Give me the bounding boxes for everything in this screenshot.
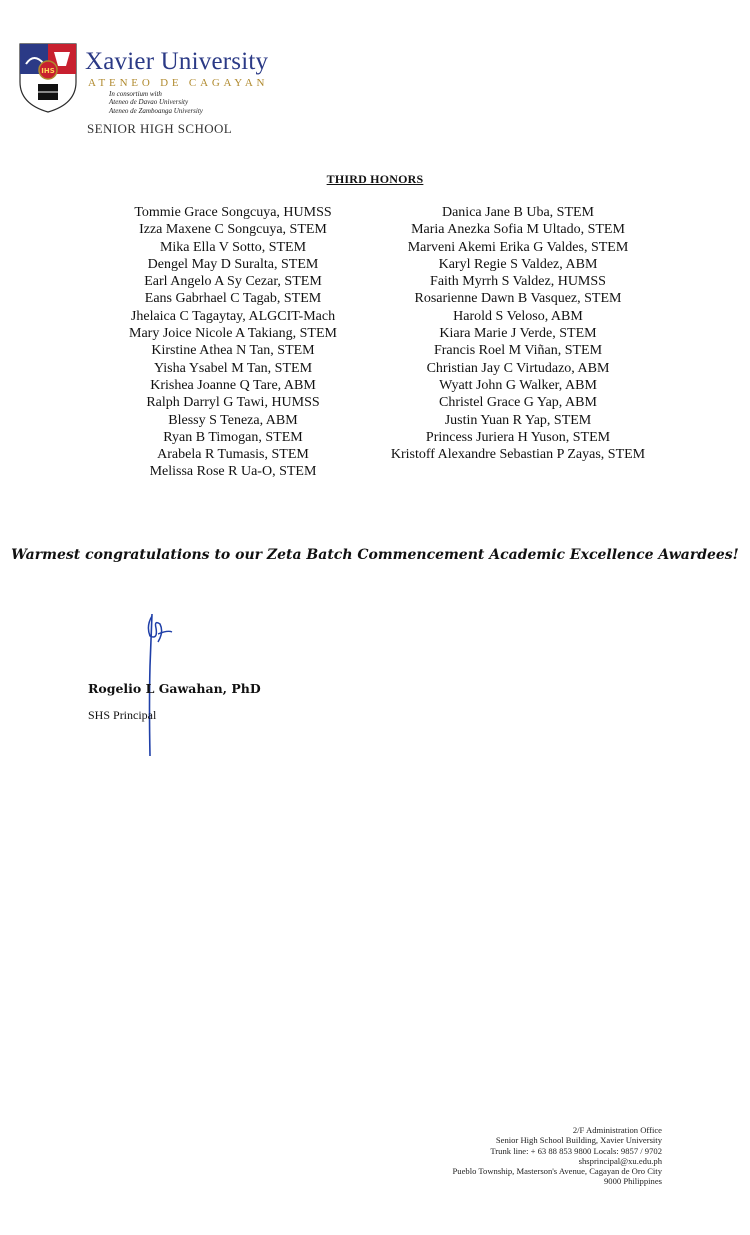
honoree: Rosarienne Dawn B Vasquez, STEM — [414, 291, 622, 307]
honoree: Arabela R Tumasis, STEM — [157, 447, 309, 463]
honoree: Izza Maxene C Songcuya, STEM — [139, 222, 327, 238]
honoree: Tommie Grace Songcuya, HUMSS — [134, 205, 332, 220]
university-subtitle: ATENEO DE CAGAYAN — [88, 77, 269, 89]
honorees-left-column — [102, 204, 364, 481]
svg-text:IHS: IHS — [41, 67, 55, 75]
honoree: Kristoff Alexandre Sebastian P Zayas, STEM — [390, 447, 646, 463]
honoree: Christel Grace G Yap, ABM — [439, 395, 597, 411]
consortium-line: Ateneo de Zamboanga University — [109, 106, 203, 115]
footer-address — [453, 1125, 662, 1187]
signatory-name: Rogelio L Gawahan, PhD — [88, 681, 261, 696]
footer-email[interactable]: shsprincipal@xu.edu.ph — [578, 1155, 662, 1166]
section-title: THIRD HONORS — [326, 172, 424, 186]
honoree: Jhelaica C Tagaytay, ALGCIT-Mach — [130, 308, 336, 324]
honoree: Ralph Darryl G Tawi, HUMSS — [146, 395, 320, 411]
consortium-line: In consortium with — [109, 90, 162, 98]
honoree: Mika Ella V Sotto, STEM — [159, 239, 307, 255]
honoree: Kiara Marie J Verde, STEM — [439, 326, 597, 342]
honorees-right-column — [372, 204, 664, 463]
honoree: Christian Jay C Virtudazo, ABM — [426, 360, 610, 376]
honoree: Marveni Akemi Erika G Valdes, STEM — [407, 239, 629, 255]
honoree: Earl Angelo A Sy Cezar, STEM — [144, 274, 322, 290]
honoree: Francis Roel M Viñan, STEM — [433, 343, 603, 359]
footer-line: Trunk line: + 63 88 853 9800 Locals: 9857 / 9702 — [490, 1145, 662, 1156]
honoree: Justin Yuan R Yap, STEM — [444, 412, 592, 428]
honoree: Danica Jane B Uba, STEM — [441, 205, 595, 220]
honoree: Blessy S Teneza, ABM — [168, 412, 298, 428]
honoree: Mary Joice Nicole A Takiang, STEM — [129, 326, 337, 342]
signatory-title: SHS Principal — [88, 708, 157, 722]
honoree: Princess Juriera H Yuson, STEM — [425, 429, 611, 445]
honoree: Krishea Joanne Q Tare, ABM — [150, 377, 316, 393]
consortium-note — [109, 90, 203, 115]
school-name: SENIOR HIGH SCHOOL — [87, 121, 233, 136]
letterhead — [18, 40, 318, 140]
honoree: Wyatt John G Walker, ABM — [439, 377, 597, 393]
university-seal-icon — [18, 42, 78, 114]
consortium-line: Ateneo de Davao University — [109, 98, 189, 107]
honoree: Faith Myrrh S Valdez, HUMSS — [430, 274, 606, 290]
congratulations-message: Warmest congratulations to our Zeta Batch Commencement Academic Excellence Awardees! — [11, 547, 739, 563]
footer-line: 2/F Administration Office — [572, 1125, 662, 1135]
honoree: Harold S Veloso, ABM — [453, 308, 583, 324]
footer-line: Senior High School Building, Xavier University — [495, 1135, 662, 1146]
footer-line: 9000 Philippines — [603, 1176, 662, 1187]
honoree: Yisha Ysabel M Tan, STEM — [153, 360, 313, 376]
honoree: Eans Gabrhael C Tagab, STEM — [144, 291, 322, 307]
honoree: Dengel May D Suralta, STEM — [147, 256, 319, 272]
honoree: Ryan B Timogan, STEM — [163, 429, 303, 445]
honoree: Maria Anezka Sofia M Ultado, STEM — [411, 222, 625, 238]
honoree: Kirstine Athea N Tan, STEM — [151, 343, 315, 359]
honoree: Melissa Rose R Ua-O, STEM — [149, 464, 317, 480]
footer-line: Pueblo Township, Masterson's Avenue, Cagayan de Oro City — [452, 1166, 662, 1177]
honoree: Karyl Regie S Valdez, ABM — [438, 256, 598, 272]
university-name: Xavier University — [85, 48, 269, 75]
